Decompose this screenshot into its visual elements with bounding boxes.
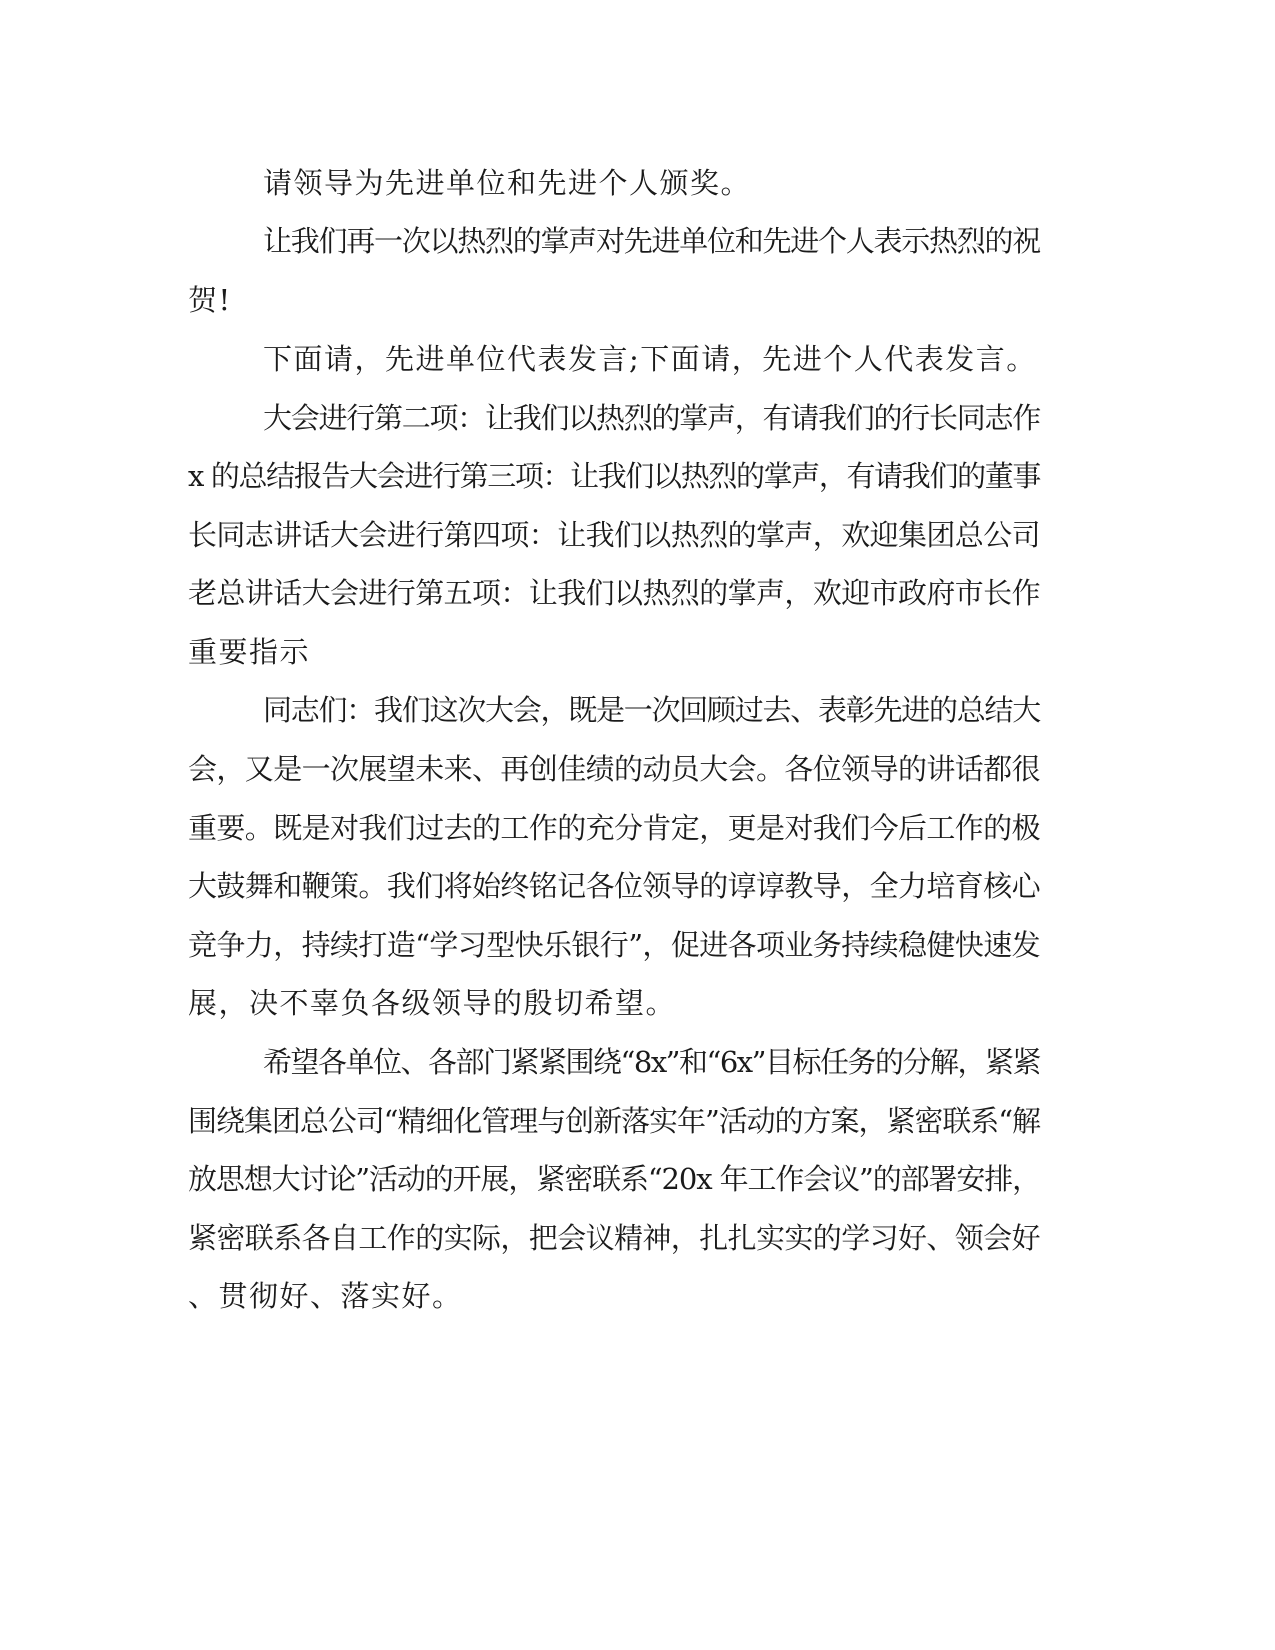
- text-line: 紧密联系各自工作的实际，把会议精神，扎扎实实的学习好、领会好: [188, 1221, 1040, 1255]
- text-line: 同志们：我们这次大会，既是一次回顾过去、表彰先进的总结大: [263, 693, 1040, 727]
- text-line: 围绕集团总公司“精细化管理与创新落实年”活动的方案，紧密联系“解: [188, 1104, 1040, 1138]
- text-line: 会，又是一次展望未来、再创佳绩的动员大会。各位领导的讲话都很: [188, 752, 1040, 786]
- text-line: 放思想大讨论”活动的开展，紧密联系“20x 年工作会议”的部署安排，: [188, 1162, 1041, 1196]
- text-line: 让我们再一次以热烈的掌声对先进单位和先进个人表示热烈的祝: [263, 224, 1040, 258]
- text-line: 大鼓舞和鞭策。我们将始终铭记各位领导的谆谆教导，全力培育核心: [188, 869, 1040, 903]
- text-line: x 的总结报告大会进行第三项：让我们以热烈的掌声，有请我们的董事: [188, 459, 1040, 493]
- text-line: 重要。既是对我们过去的工作的充分肯定，更是对我们今后工作的极: [188, 811, 1040, 845]
- text-line: 希望各单位、各部门紧紧围绕“8x”和“6x”目标任务的分解，紧紧: [263, 1045, 1040, 1079]
- text-line: 竞争力，持续打造“学习型快乐银行”，促进各项业务持续稳健快速发: [188, 928, 1040, 962]
- text-line: 展，决不辜负各级领导的殷切希望。: [188, 986, 677, 1020]
- text-line: 请领导为先进单位和先进个人颁奖。: [263, 166, 752, 200]
- text-line: 下面请，先进单位代表发言;下面请，先进个人代表发言。: [263, 342, 1037, 376]
- text-line: 大会进行第二项：让我们以热烈的掌声，有请我们的行长同志作: [263, 401, 1040, 435]
- text-line: 贺!: [188, 283, 232, 317]
- text-line: 老总讲话大会进行第五项：让我们以热烈的掌声，欢迎市政府市长作: [188, 576, 1040, 610]
- text-line: 长同志讲话大会进行第四项：让我们以热烈的掌声，欢迎集团总公司: [188, 518, 1040, 552]
- text-line: 、贯彻好、落实好。: [188, 1279, 463, 1313]
- text-line: 重要指示: [188, 635, 311, 669]
